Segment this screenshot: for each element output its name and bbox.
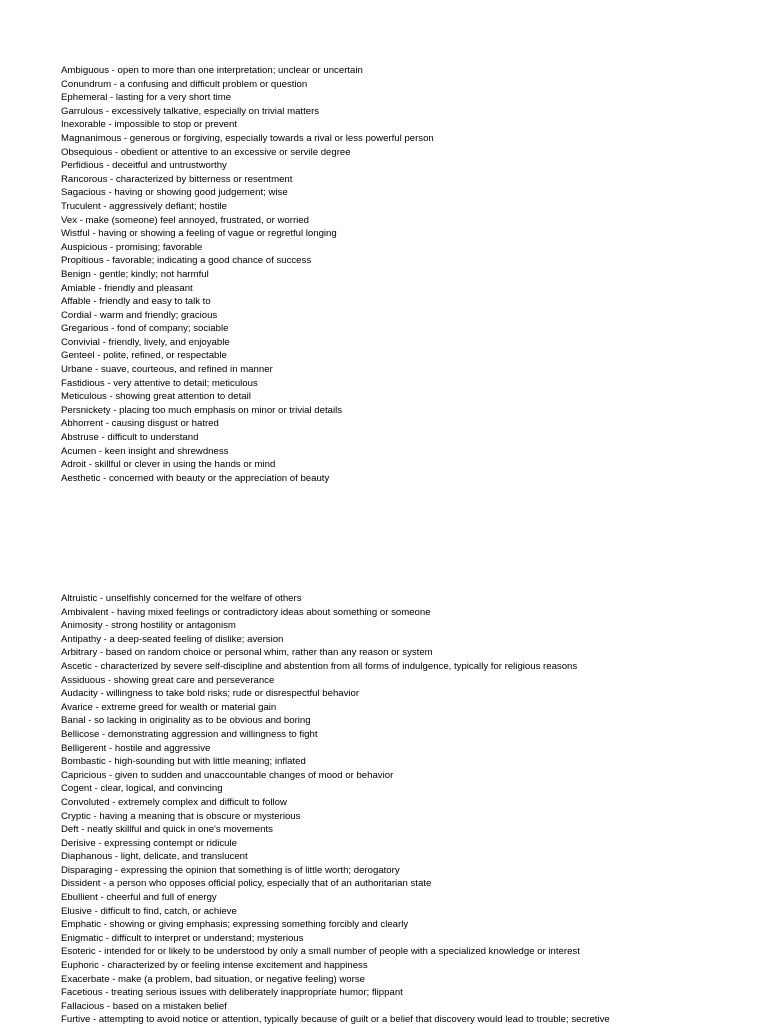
vocabulary-entry: Assiduous - showing great care and perseverance	[61, 674, 275, 686]
vocabulary-entry: Convivial - friendly, lively, and enjoyable	[61, 336, 230, 348]
vocabulary-entry: Benign - gentle; kindly; not harmful	[61, 268, 209, 280]
vocabulary-entry: Belligerent - hostile and aggressive	[61, 742, 211, 754]
vocabulary-entry: Deft - neatly skillful and quick in one's movements	[61, 824, 273, 836]
vocabulary-entry: Cordial - warm and friendly; gracious	[61, 309, 218, 321]
vocabulary-entry: Antipathy - a deep-seated feeling of dislike; aversion	[61, 633, 284, 645]
vocabulary-entry: Convoluted - extremely complex and difficult to follow	[61, 796, 287, 808]
vocabulary-entry: Auspicious - promising; favorable	[61, 241, 203, 253]
vocabulary-entry: Propitious - favorable; indicating a good chance of success	[61, 255, 312, 267]
vocabulary-entry: Banal - so lacking in originality as to be obvious and boring	[61, 715, 311, 727]
vocabulary-entry: Abstruse - difficult to understand	[61, 432, 199, 444]
vocabulary-entry: Aesthetic - concerned with beauty or the appreciation of beauty	[61, 472, 330, 484]
vocabulary-entry: Inexorable - impossible to stop or prevent	[61, 119, 237, 131]
vocabulary-entry: Arbitrary - based on random choice or personal whim, rather than any reason or system	[61, 647, 433, 659]
vocabulary-entry: Altruistic - unselfishly concerned for the welfare of others	[61, 593, 302, 604]
vocabulary-entry: Ebullient - cheerful and full of energy	[61, 892, 217, 904]
vocabulary-entry: Animosity - strong hostility or antagonism	[61, 620, 236, 632]
vocabulary-entry: Derisive - expressing contempt or ridicule	[61, 837, 237, 849]
vocabulary-entry: Fallacious - based on a mistaken belief	[61, 1000, 227, 1012]
vocabulary-entry: Wistful - having or showing a feeling of vague or regretful longing	[61, 228, 337, 240]
vocabulary-entry: Elusive - difficult to find, catch, or achieve	[61, 905, 237, 917]
vocabulary-entry: Abhorrent - causing disgust or hatred	[61, 418, 219, 430]
vocabulary-entry: Emphatic - showing or giving emphasis; expressing something forcibly and clearly	[61, 919, 409, 931]
vocabulary-entry: Enigmatic - difficult to interpret or understand; mysterious	[61, 932, 304, 944]
vocabulary-entry: Ambiguous - open to more than one interpretation; unclear or uncertain	[61, 65, 363, 76]
vocabulary-entry: Adroit - skillful or clever in using the hands or mind	[61, 459, 276, 471]
vocabulary-entry: Vex - make (someone) feel annoyed, frustrated, or worried	[61, 214, 309, 226]
vocabulary-entry: Meticulous - showing great attention to detail	[61, 391, 251, 403]
vocabulary-entry: Ambivalent - having mixed feelings or contradictory ideas about something or someone	[61, 606, 431, 618]
vocabulary-entry: Disparaging - expressing the opinion that something is of little worth; derogatory	[61, 864, 400, 876]
vocabulary-entry: Bellicose - demonstrating aggression and willingness to fight	[61, 728, 318, 740]
vocabulary-entry: Facetious - treating serious issues with deliberately inappropriate humor; flippant	[61, 987, 403, 999]
vocabulary-entry: Fastidious - very attentive to detail; meticulous	[61, 377, 258, 389]
vocabulary-entry: Conundrum - a confusing and difficult problem or question	[61, 78, 308, 90]
vocabulary-entry: Cogent - clear, logical, and convincing	[61, 783, 223, 795]
vocabulary-entry: Euphoric - characterized by or feeling intense excitement and happiness	[61, 960, 368, 972]
vocabulary-entry: Cryptic - having a meaning that is obscure or mysterious	[61, 810, 301, 822]
vocabulary-entry: Perfidious - deceitful and untrustworthy	[61, 160, 227, 172]
vocabulary-entry: Exacerbate - make (a problem, bad situation, or negative feeling) worse	[61, 973, 365, 985]
vocabulary-entry: Urbane - suave, courteous, and refined in manner	[61, 364, 273, 376]
vocabulary-entry: Dissident - a person who opposes official policy, especially that of an authoritarian state	[61, 878, 432, 890]
vocabulary-list-top	[61, 64, 751, 485]
vocabulary-entry: Acumen - keen insight and shrewdness	[61, 445, 229, 457]
vocabulary-entry: Affable - friendly and easy to talk to	[61, 296, 211, 308]
vocabulary-entry: Rancorous - characterized by bitterness or resentment	[61, 173, 293, 185]
vocabulary-entry: Amiable - friendly and pleasant	[61, 282, 193, 294]
vocabulary-entry: Furtive - attempting to avoid notice or attention, typically because of guilt or a belief that discovery would lead to trouble; secretive	[61, 1014, 610, 1026]
vocabulary-entry: Persnickety - placing too much emphasis on minor or trivial details	[61, 404, 343, 416]
vocabulary-list-bottom	[61, 592, 751, 1027]
vocabulary-entry: Gregarious - fond of company; sociable	[61, 323, 229, 335]
vocabulary-entry: Truculent - aggressively defiant; hostile	[61, 200, 228, 212]
vocabulary-entry: Bombastic - high-sounding but with little meaning; inflated	[61, 756, 306, 768]
vocabulary-entry: Magnanimous - generous or forgiving, especially towards a rival or less powerful person	[61, 132, 434, 144]
vocabulary-entry: Sagacious - having or showing good judgement; wise	[61, 187, 288, 199]
vocabulary-entry: Audacity - willingness to take bold risks; rude or disrespectful behavior	[61, 688, 360, 700]
vocabulary-entry: Obsequious - obedient or attentive to an excessive or servile degree	[61, 146, 351, 158]
vocabulary-entry: Genteel - polite, refined, or respectable	[61, 350, 227, 362]
vocabulary-entry: Capricious - given to sudden and unaccountable changes of mood or behavior	[61, 769, 394, 781]
vocabulary-entry: Avarice - extreme greed for wealth or material gain	[61, 701, 277, 713]
vocabulary-entry: Diaphanous - light, delicate, and translucent	[61, 851, 248, 863]
vocabulary-entry: Ephemeral - lasting for a very short time	[61, 92, 232, 104]
vocabulary-entry: Garrulous - excessively talkative, especially on trivial matters	[61, 105, 320, 117]
vocabulary-entry: Ascetic - characterized by severe self-discipline and abstention from all forms of indulgence, typically for religious reasons	[61, 660, 578, 672]
vocabulary-entry: Esoteric - intended for or likely to be understood by only a small number of people with a specialized knowledge or interest	[61, 946, 580, 958]
